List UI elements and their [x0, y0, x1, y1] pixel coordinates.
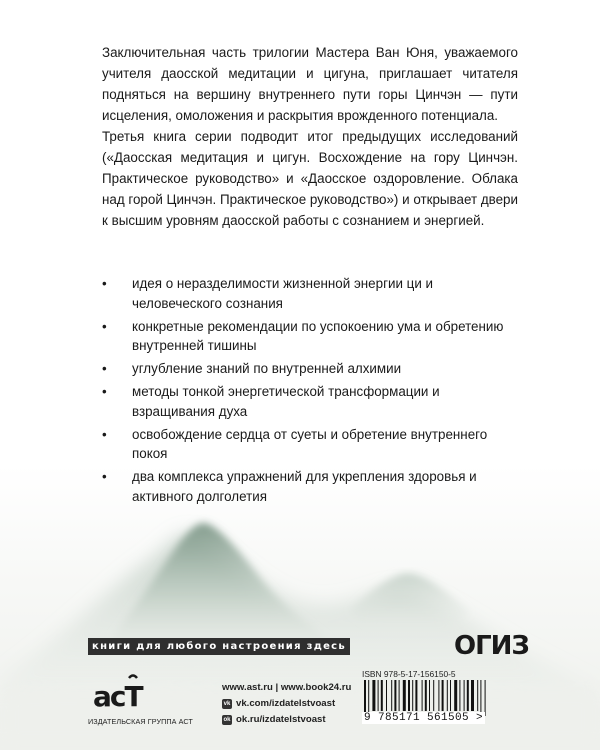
ast-caption: ИЗДАТЕЛЬСКАЯ ГРУППА АСТ	[88, 717, 193, 726]
ok-link[interactable]: ok.ru/izdatelstvoast	[236, 714, 326, 725]
websites-link[interactable]: www.ast.ru | www.book24.ru	[222, 682, 352, 693]
list-item: • освобождение сердца от суеты и обретение внутреннего покоя	[102, 426, 488, 461]
intro-paragraph-2: Третья книга серии подводит итог предыдущих исследований («Даосская медитация и цигун. Восхождение на гору Цинчэн. Практическое руководство» и «Даосское оздоровление. Облака над горой Цинчэн. Практическое руководство») и открывает двери к высшим уровням даосской работы с сознанием и энергией.	[102, 129, 518, 228]
feature-list	[102, 274, 522, 510]
list-item: • методы тонкой энергетической трансформации и взращивания духа	[102, 384, 440, 419]
bullet-icon: •	[102, 384, 107, 399]
vk-icon: vk	[223, 701, 231, 707]
ok-row	[222, 712, 351, 728]
svg-text:acT: acT	[93, 680, 142, 713]
list-item: • идея о неразделимости жизненной энергии ци и человеческого сознания	[102, 276, 433, 311]
ast-logo	[93, 672, 143, 716]
barcode-number: 9 785171 561505 >	[364, 712, 484, 724]
svg-text:ОГИЗ: ОГИЗ	[454, 631, 529, 661]
bullet-icon: •	[102, 426, 107, 442]
ogiz-logo	[452, 628, 529, 661]
intro-text	[102, 42, 518, 231]
websites-row	[222, 680, 351, 696]
list-item: • углубление знаний по внутренней алхимии	[102, 359, 522, 379]
bullet-icon: •	[102, 469, 107, 484]
vk-row	[222, 696, 351, 712]
ok-icon: ok	[223, 717, 231, 723]
bullet-icon: •	[102, 276, 107, 291]
intro-paragraph-1: Заключительная часть трилогии Мастера Ван Юня, уважаемого учителя даосской медитации и цигуна, приглашает читателя подняться на вершину внутреннего пути горы Цинчэн — пути исцеления, омоложения и раскрытия врожденного потенциала.	[102, 45, 518, 123]
barcode-image	[362, 680, 514, 716]
publisher-links	[222, 680, 351, 728]
isbn-text: ISBN 978-5-17-156150-5	[362, 669, 456, 679]
list-item: • два комплекса упражнений для укрепления здоровья и активного долголетия	[102, 469, 477, 504]
slogan-strip: книги для любого настроения здесь	[88, 638, 350, 655]
list-item: • конкретные рекомендации по успокоению ума и обретению внутренней тишины	[102, 318, 504, 353]
bullet-icon: •	[102, 318, 107, 334]
bullet-icon: •	[102, 361, 107, 376]
vk-link[interactable]: vk.com/izdatelstvoast	[236, 698, 336, 709]
